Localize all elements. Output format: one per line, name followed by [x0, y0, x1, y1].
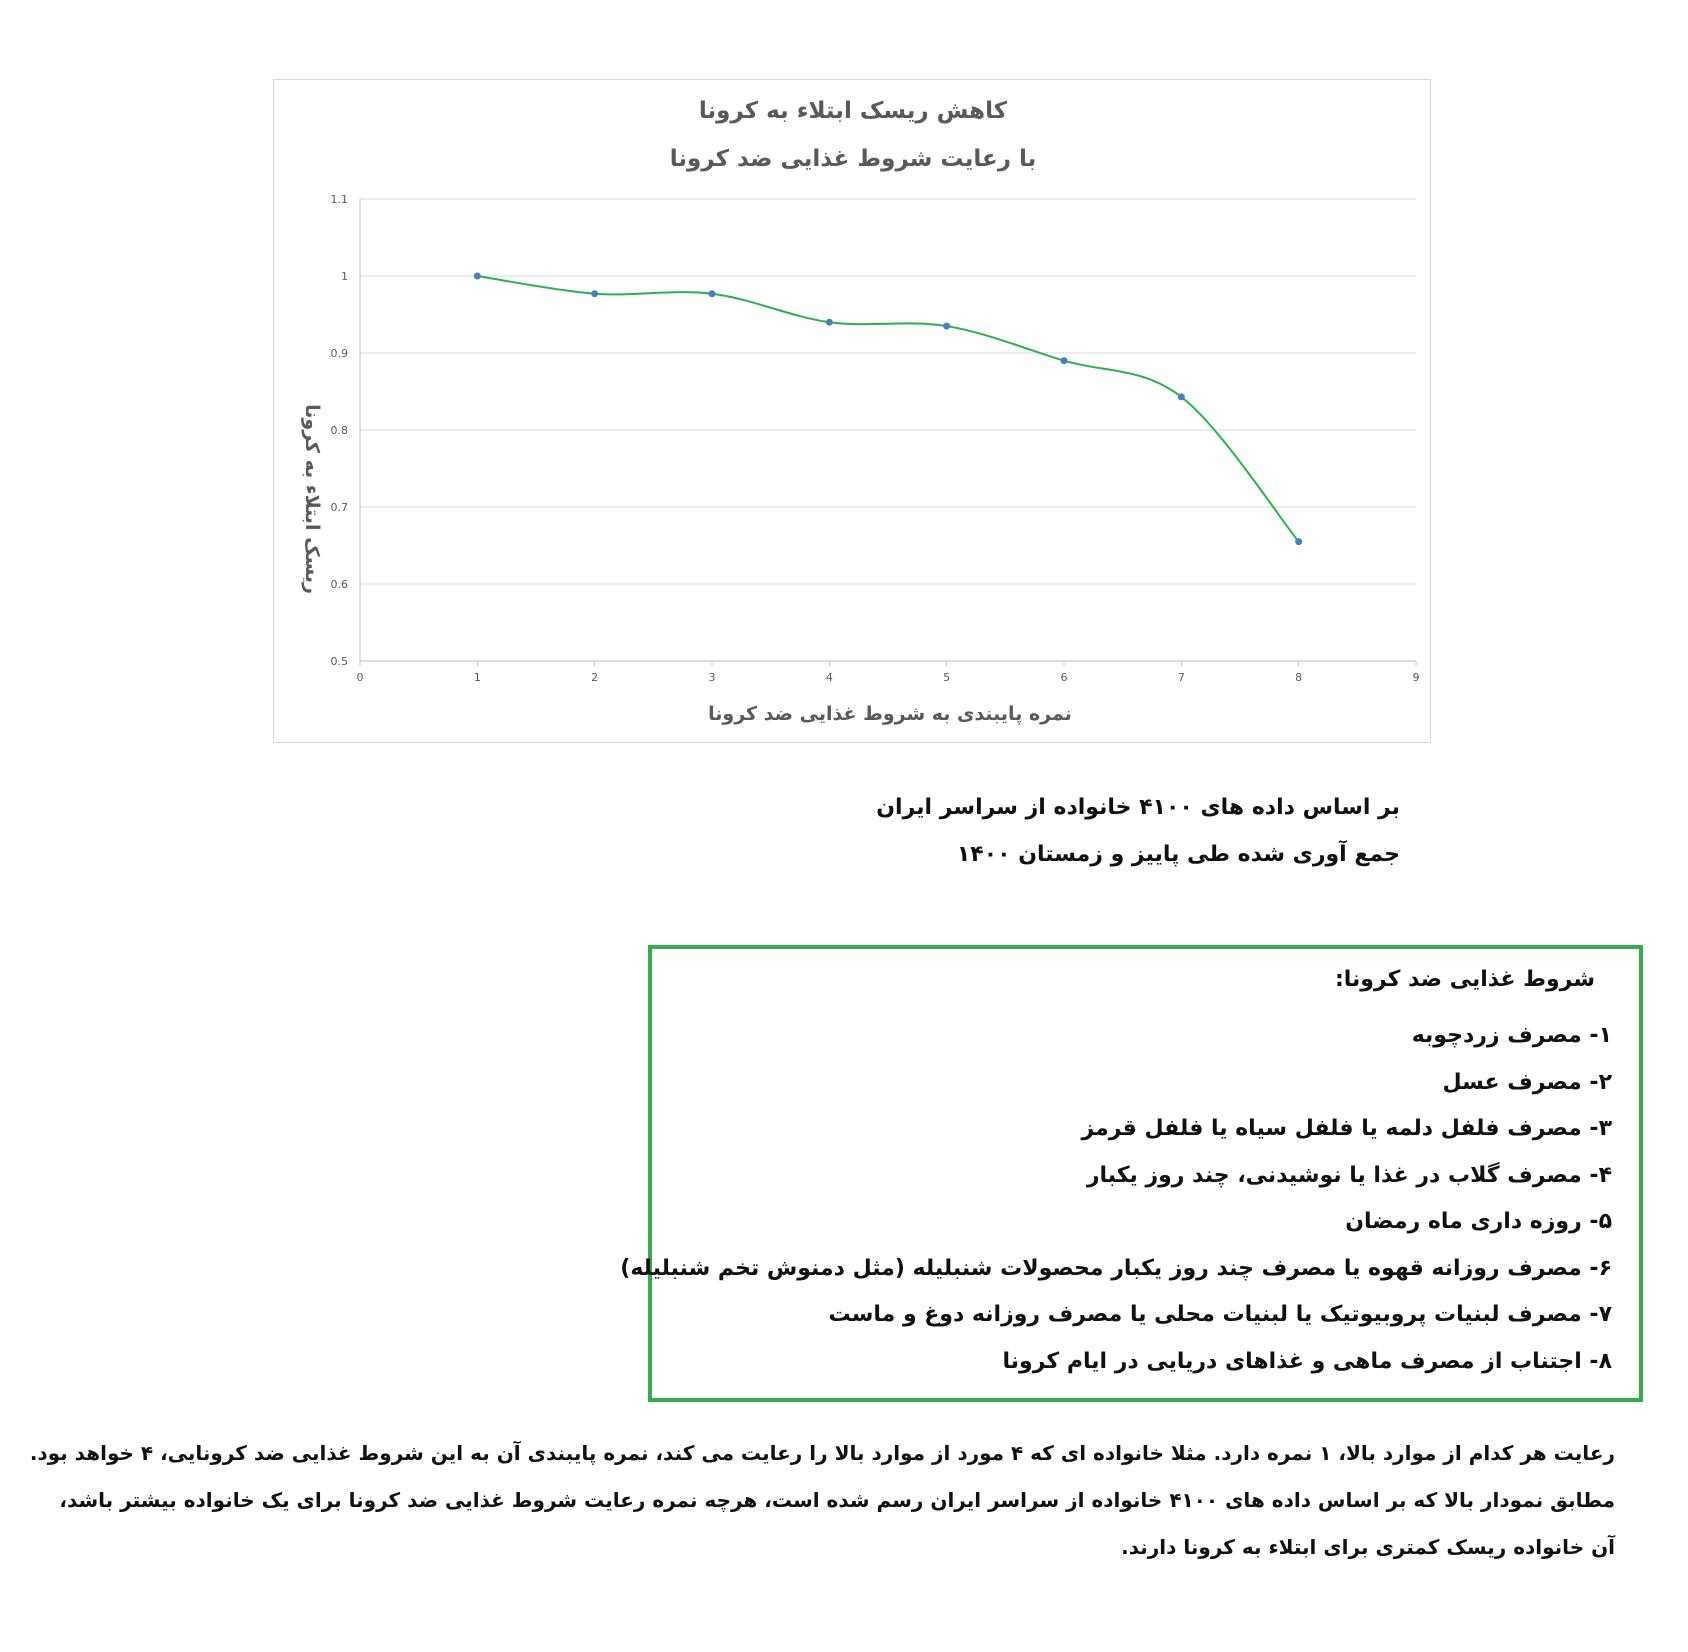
data-point [1178, 393, 1185, 400]
condition-item: ۶- مصرف روزانه قهوه یا مصرف چند روز یکبار محصولات شنبلیله (مثل دمنوش تخم شنبلیله) [620, 1255, 1612, 1281]
x-axis-title: نمره پایبندی به شروط غذایی ضد کرونا [708, 703, 1072, 725]
y-tick-label: 0.6 [330, 578, 348, 591]
x-tick-label: 8 [1295, 671, 1303, 684]
explanation-paragraph [10, 1430, 1615, 1571]
conditions-title: شروط غذایی ضد کرونا: [1334, 967, 1595, 992]
chart-title: کاهش ریسک ابتلاء به کرونا [698, 98, 1008, 124]
data-point [826, 319, 833, 326]
x-tick-label: 7 [1177, 671, 1185, 684]
x-tick-label: 2 [591, 671, 599, 684]
conditions-box [620, 945, 1643, 1402]
y-axis-title: ریسک ابتلاء به کرونا [301, 404, 323, 594]
series-layer [474, 273, 1302, 546]
condition-item: ۱- مصرف زردچوبه [1411, 1023, 1612, 1048]
condition-item: ۲- مصرف عسل [1442, 1069, 1612, 1095]
explanation-line-1: رعایت هر کدام از موارد بالا، ۱ نمره دارد. مثلا خانواده ای که ۴ مورد از موارد بالا را رعایت می کند، نمره پایبندی آن به این شروط غذایی ضد کرونایی، ۴ خواهد بود. [29, 1441, 1615, 1465]
gridlines [360, 199, 1416, 584]
x-tick-label: 5 [943, 671, 951, 684]
data-point [1295, 538, 1302, 545]
series-line [477, 276, 1298, 542]
x-tick-label: 6 [1060, 671, 1068, 684]
y-tick-label: 0.7 [330, 501, 348, 514]
x-tick-label: 1 [473, 671, 481, 684]
data-point [1061, 357, 1068, 364]
y-tick-label: 0.5 [330, 655, 348, 668]
y-tick-labels [331, 193, 349, 668]
condition-item: ۳- مصرف فلفل دلمه یا فلفل سیاه یا فلفل قرمز [1081, 1116, 1612, 1141]
data-point [591, 290, 598, 297]
x-tick-label: 0 [356, 671, 364, 684]
data-point [709, 290, 716, 297]
condition-item: ۵- روزه داری ماه رمضان [1345, 1209, 1612, 1234]
explanation-line-3: آن خانواده ریسک کمتری برای ابتلاء به کرونا دارند. [1121, 1535, 1615, 1559]
x-tick-label: 4 [825, 671, 833, 684]
x-tick-label: 9 [1412, 671, 1420, 684]
x-tick-labels [357, 671, 1420, 684]
conditions-list [620, 1013, 1612, 1385]
line-chart [274, 80, 1432, 744]
source-note [600, 784, 1400, 878]
y-tick-label: 0.8 [330, 424, 348, 437]
explanation-line-2: مطابق نمودار بالا که بر اساس داده های ۴۱۰۰ خانواده از سراسر ایران رسم شده است، هرچه نمره رعایت شروط غذایی ضد کرونا برای یک خانواده بیشتر باشد، [59, 1488, 1615, 1512]
axes [360, 199, 1416, 666]
chart-subtitle: با رعایت شروط غذایی ضد کرونا [669, 146, 1037, 172]
y-tick-label: 0.9 [330, 347, 348, 360]
data-point [943, 323, 950, 330]
chart-container [273, 79, 1431, 743]
y-tick-label: 1.1 [330, 193, 348, 206]
source-note-line-1: بر اساس داده های ۴۱۰۰ خانواده از سراسر ایران [876, 795, 1400, 820]
condition-item: ۷- مصرف لبنیات پروبیوتیک یا لبنیات محلی یا مصرف روزانه دوغ و ماست [828, 1302, 1612, 1327]
x-tick-label: 3 [708, 671, 716, 684]
condition-item: ۴- مصرف گلاب در غذا یا نوشیدنی، چند روز یکبار [1086, 1162, 1612, 1188]
data-point [474, 273, 481, 280]
condition-item: ۸- اجتناب از مصرف ماهی و غذاهای دریایی در ایام کرونا [1002, 1348, 1612, 1374]
y-tick-label: 1 [341, 270, 348, 283]
source-note-line-2: جمع آوری شده طی پاییز و زمستان ۱۴۰۰ [956, 842, 1400, 867]
